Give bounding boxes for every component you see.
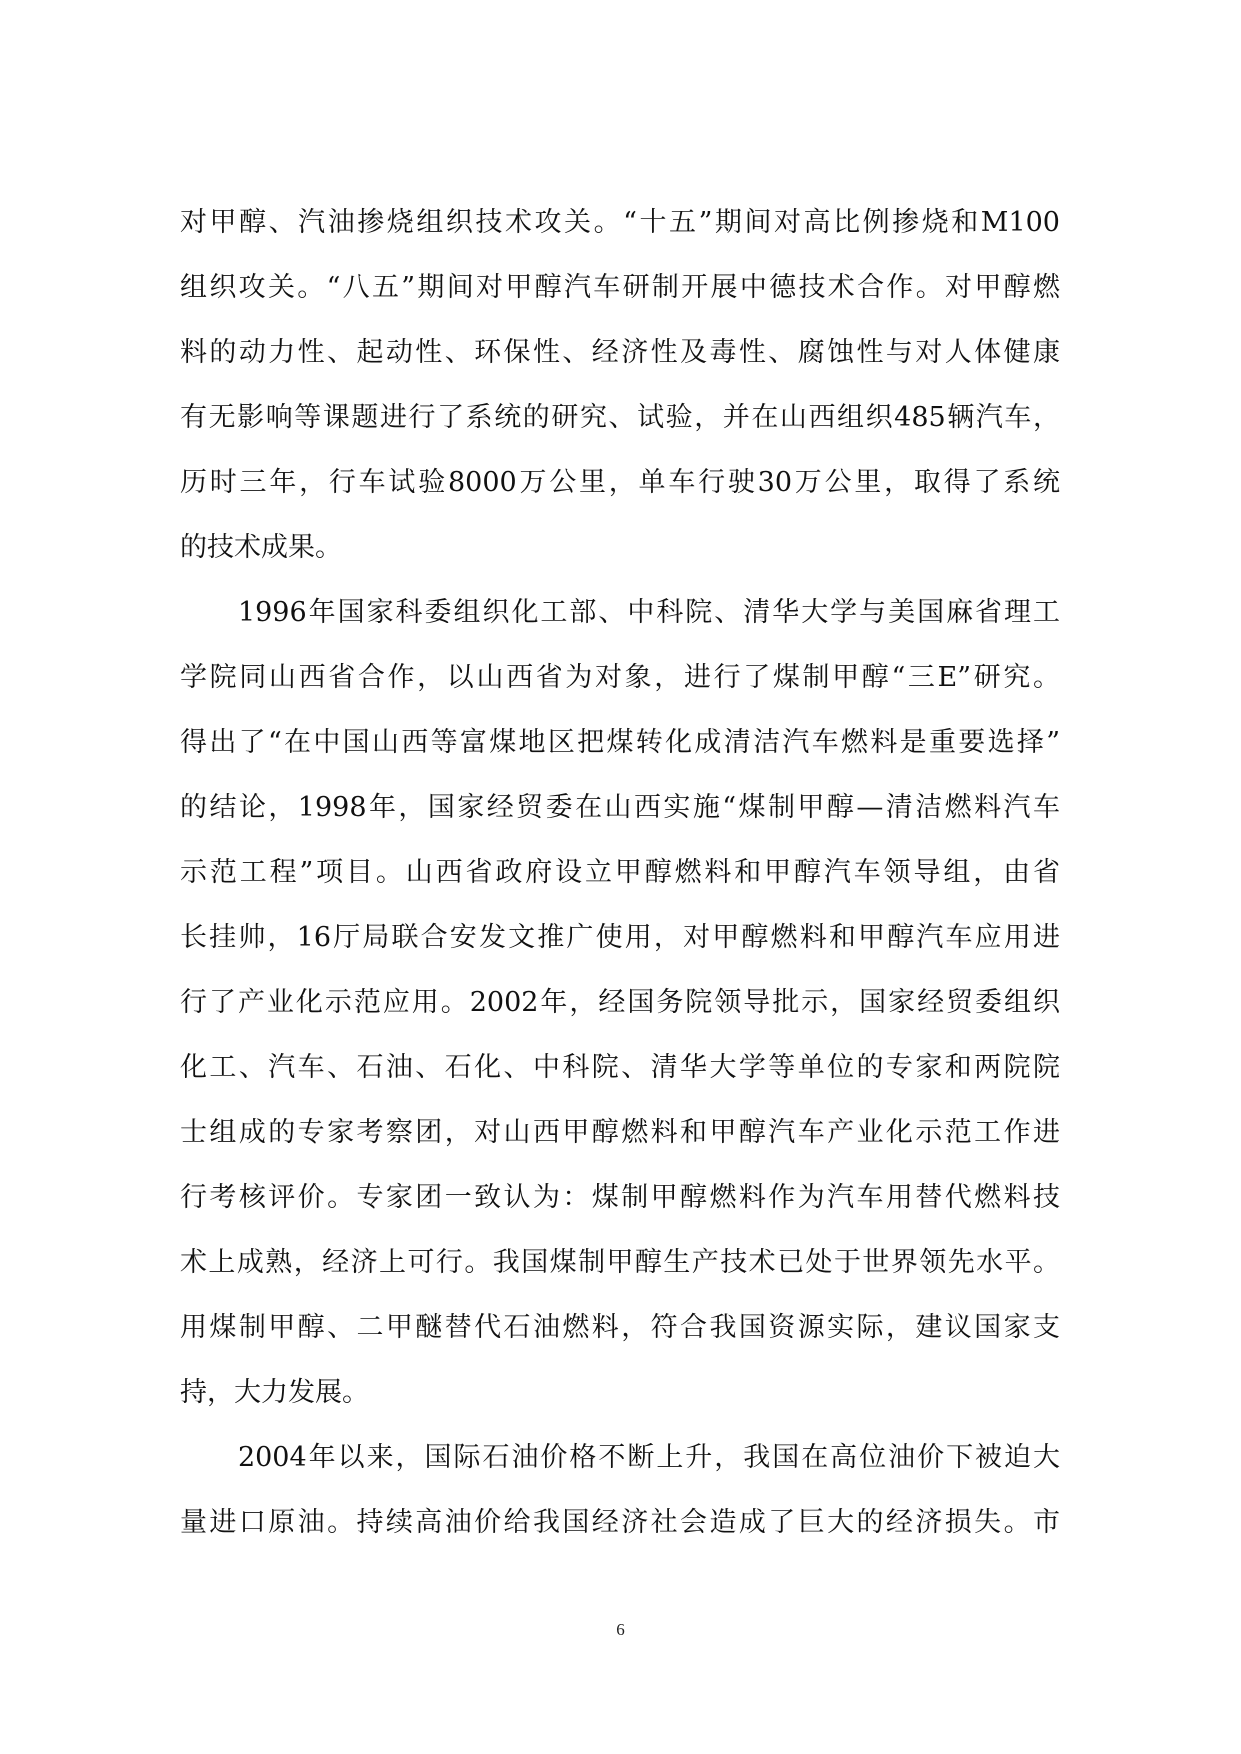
text-line: 行考核评价。专家团一致认为：煤制甲醇燃料作为汽车用替代燃料技 (180, 1182, 1060, 1213)
text-line: 得出了“在中国山西等富煤地区把煤转化成清洁汽车燃料是重要选择” (180, 727, 1060, 758)
page-number: 6 (616, 1620, 625, 1639)
text-line: 料的动力性、起动性、环保性、经济性及毒性、腐蚀性与对人体健康 (180, 337, 1060, 368)
text-line: 的技术成果。 (180, 532, 342, 563)
text-line: 量进口原油。持续高油价给我国经济社会造成了巨大的经济损失。市 (180, 1507, 1060, 1538)
text-line: 士组成的专家考察团，对山西甲醇燃料和甲醇汽车产业化示范工作进 (180, 1117, 1060, 1148)
body-text (180, 190, 1060, 1555)
paragraph-1 (180, 190, 1060, 580)
paragraph-2 (180, 580, 1060, 1425)
text-line: 组织攻关。“八五”期间对甲醇汽车研制开展中德技术合作。对甲醇燃 (180, 272, 1060, 303)
text-line: 对甲醇、汽油掺烧组织技术攻关。“十五”期间对高比例掺烧和M100 (180, 207, 1060, 238)
text-line: 有无影响等课题进行了系统的研究、试验，并在山西组织485辆汽车， (180, 402, 1060, 433)
text-line: 历时三年，行车试验8000万公里，单车行驶30万公里，取得了系统 (180, 467, 1060, 498)
text-line: 持，大力发展。 (180, 1377, 369, 1408)
text-line: 术上成熟，经济上可行。我国煤制甲醇生产技术已处于世界领先水平。 (180, 1247, 1060, 1278)
text-line: 用煤制甲醇、二甲醚替代石油燃料，符合我国资源实际，建议国家支 (180, 1312, 1060, 1343)
text-line: 行了产业化示范应用。2002年，经国务院领导批示，国家经贸委组织 (180, 987, 1060, 1018)
text-line: 示范工程”项目。山西省政府设立甲醇燃料和甲醇汽车领导组，由省 (180, 857, 1060, 888)
text-line: 1996年国家科委组织化工部、中科院、清华大学与美国麻省理工 (180, 597, 1060, 628)
text-line: 2004年以来，国际石油价格不断上升，我国在高位油价下被迫大 (180, 1442, 1060, 1473)
text-line: 的结论，1998年，国家经贸委在山西实施“煤制甲醇—清洁燃料汽车 (180, 792, 1060, 823)
text-line: 学院同山西省合作，以山西省为对象，进行了煤制甲醇“三E”研究。 (180, 662, 1060, 693)
text-line: 化工、汽车、石油、石化、中科院、清华大学等单位的专家和两院院 (180, 1052, 1060, 1083)
paragraph-3 (180, 1425, 1060, 1555)
text-line: 长挂帅，16厅局联合安发文推广使用，对甲醇燃料和甲醇汽车应用进 (180, 922, 1060, 953)
